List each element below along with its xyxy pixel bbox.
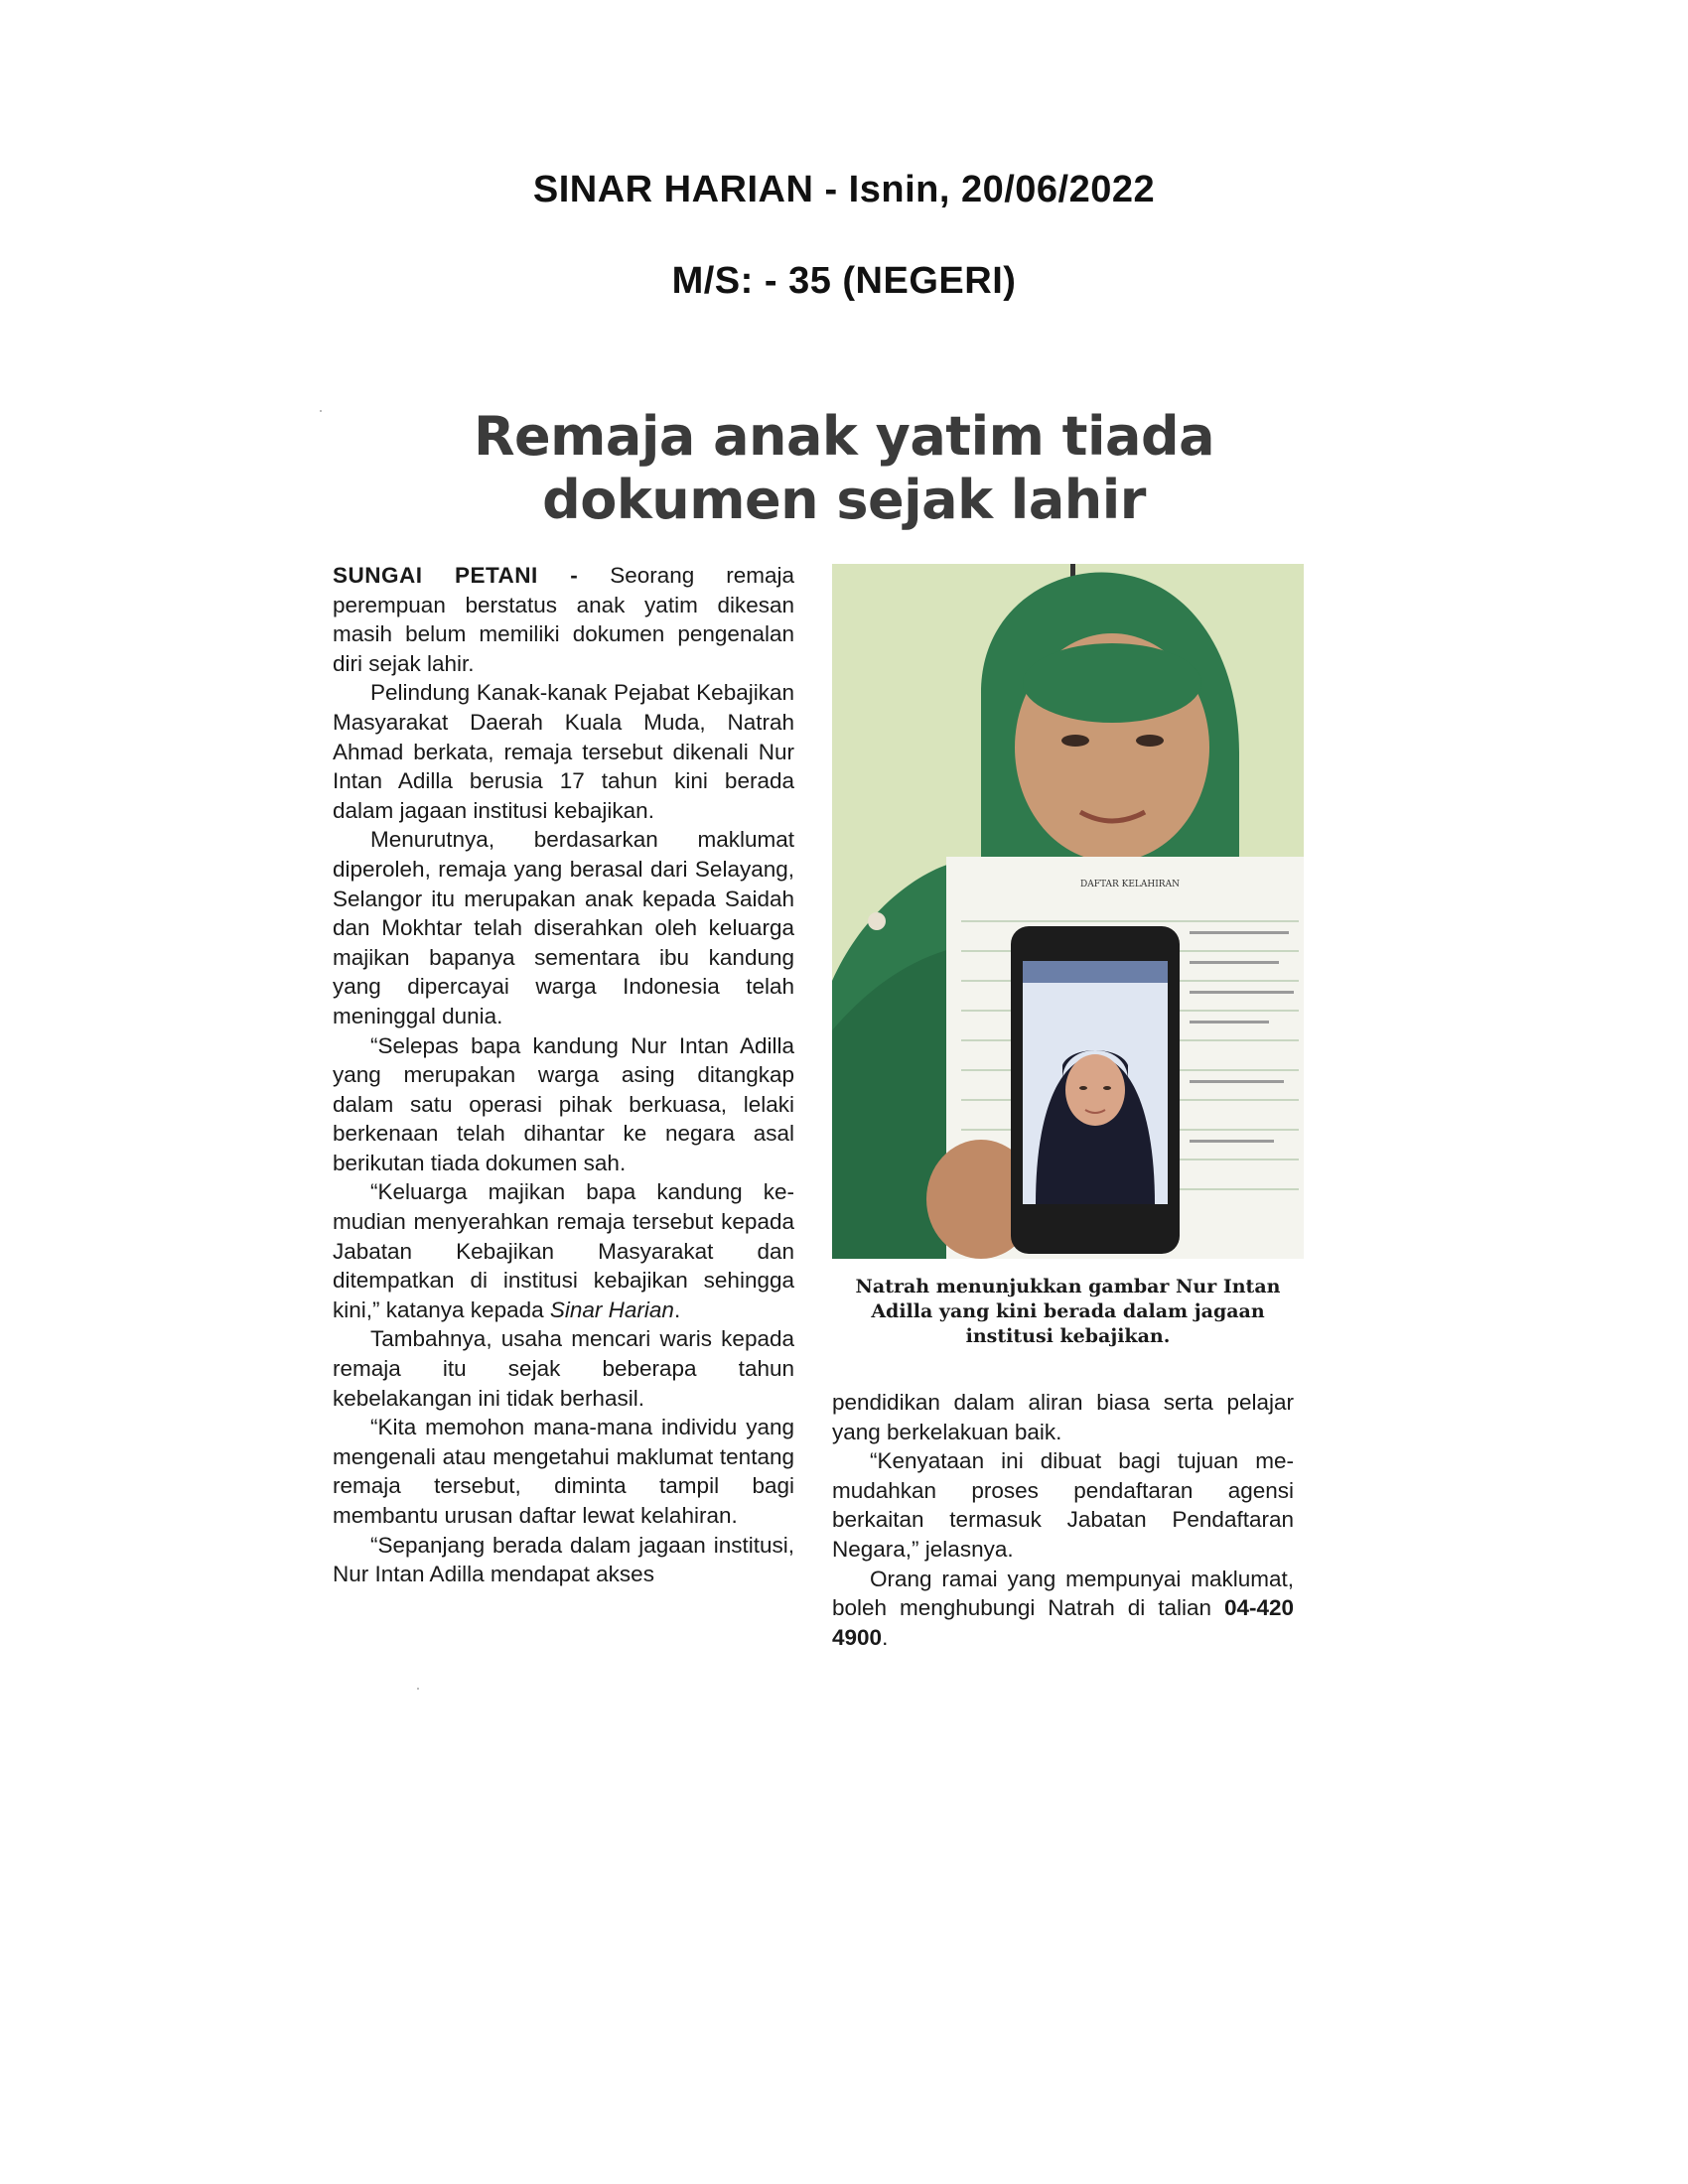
paragraph-2: Pelindung Kanak-kanak Pejabat Kebajikan Masyarakat Daerah Kuala Muda, Natrah Ahmad berkata, remaja tersebut dikenali Nur Intan Adilla berusia 17 tahun kini berada dalam jagaan institusi kebajikan.	[333, 680, 794, 823]
headline-line-1: Remaja anak yatim tiada	[473, 405, 1215, 468]
headline-line-2: dokumen sejak lahir	[542, 469, 1146, 531]
paragraph-6: Tambahnya, usaha mencari waris kepada remaja itu sejak beberapa tahun kebelakangan ini tidak berhasil.	[333, 1326, 794, 1411]
paragraph-9: “Kenyataan ini dibuat bagi tujuan memudahkan proses pendaftaran agensi berkaitan termasuk Jabatan Pendaftaran Negara,” jelasnya.	[832, 1448, 1294, 1562]
paragraph-5: “Keluarga majikan bapa kandung kemudian menyerahkan remaja tersebut kepada Jabatan Kebajikan Masyarakat dan ditempatkan di institusi kebajikan sehingga kini,” katanya kepada Sinar Harian.	[333, 1179, 794, 1322]
scan-speck	[417, 1688, 419, 1690]
clipping-source-header: SINAR HARIAN - Isnin, 20/06/2022	[532, 169, 1156, 210]
article-column-2	[832, 1388, 1294, 1652]
paragraph-7: “Kita memohon mana-mana individu yang mengenali atau mengetahui maklumat tentang remaja tersebut, diminta tampil bagi membantu urusan daftar lewat kelahiran.	[333, 1415, 794, 1528]
paragraph-1: SUNGAI PETANI - Seorang remaja perempuan berstatus anak yatim dikesan masih belum memiliki dokumen pengenalan diri sejak lahir.	[333, 563, 794, 676]
paragraph-8: “Sepanjang berada dalam jagaan institusi, Nur Intan Adilla mendapat akses	[333, 1532, 794, 1587]
phone-number: 04-420 4900	[832, 1595, 1294, 1650]
article-column-1	[333, 561, 794, 1589]
clipping-page-header: M/S: - 35 (NEGERI)	[671, 260, 1017, 302]
dateline: SUNGAI PETANI -	[333, 563, 579, 588]
news-photo	[832, 564, 1304, 1259]
scan-speck	[320, 410, 322, 412]
document-title: DAFTAR KELAHIRAN	[1080, 880, 1180, 889]
paragraph-3: Menurutnya, berdasarkan maklumat diperoleh, remaja yang berasal dari Selayang, Selangor itu merupakan anak kepada Saidah dan Mokhtar telah diserahkan oleh keluarga majikan bapanya sementara ibu kandung yang dipercayai warga Indonesia telah meninggal dunia.	[333, 827, 794, 1028]
photo-illustration	[832, 564, 1304, 1259]
paragraph-10: Orang ramai yang mempunyai maklumat, boleh menghubungi Natrah di talian 04-420 4900.	[832, 1566, 1294, 1650]
photo-caption: Natrah menunjukkan gambar Nur Intan Adilla yang kini berada dalam jagaan institusi kebajikan.	[855, 1276, 1281, 1347]
paragraph-4: “Selepas bapa kandung Nur Intan Adilla yang merupakan warga asing ditangkap dalam satu operasi pihak berkuasa, lelaki berkenaan telah dihantar ke negara asal berikutan tiada dokumen sah.	[333, 1032, 794, 1175]
paragraph-8-continued: pendidikan dalam aliran biasa serta pelajar yang berkelakuan baik.	[832, 1390, 1294, 1444]
